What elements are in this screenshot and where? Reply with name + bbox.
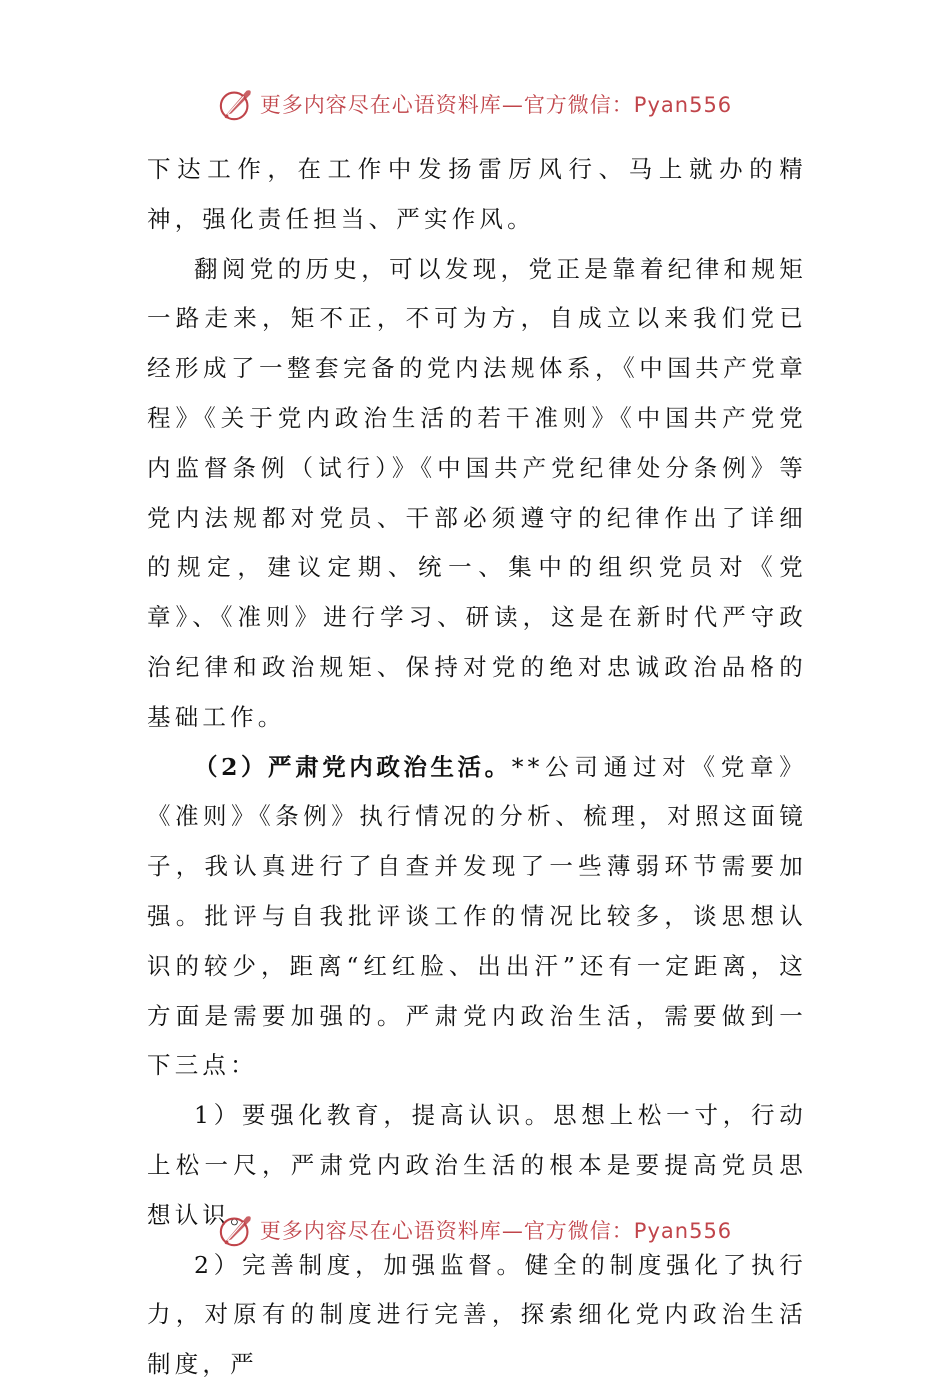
quill-pen-logo-icon — [218, 1211, 256, 1249]
banner-separator: — — [501, 1219, 524, 1243]
paragraph-4: 1）要强化教育，提高认识。思想上松一寸，行动上松一尺，严肃党内政治生活的根本是要提高党员思想认识。 — [147, 1101, 807, 1229]
banner-text — [260, 89, 732, 119]
banner-text — [260, 1215, 732, 1245]
banner-separator: — — [501, 93, 524, 117]
paragraph-5: 2）完善制度，加强监督。健全的制度强化了执行力，对原有的制度进行完善，探索细化党内政治生活制度，严 — [147, 1250, 807, 1379]
paragraph-2: 翻阅党的历史，可以发现，党正是靠着纪律和规矩一路走来，矩不正，不可为方，自成立以来我们党已经形成了一整套完备的党内法规体系，《中国共产党章程》《关于党内政治生活的若干准则》《中国共产党党内监督条例（试行）》《中国共产党纪律处分条例》等党内法规都对党员、干部必须遵守的纪律作出了详细的规定，建议定期、统一、集中的组织党员对《党章》、《准则》进行学习、研读，这是在新时代严守政治纪律和政治规矩、保持对党的绝对忠诚政治品格的基础工作。 — [147, 254, 807, 731]
banner-wechat-text: 官方微信：Pyan556 — [523, 93, 733, 117]
paragraph-1: 下达工作，在工作中发扬雷厉风行、马上就办的精神，强化责任担当、严实作风。 — [147, 155, 807, 233]
document-body — [147, 145, 807, 1390]
quill-pen-logo-icon — [218, 85, 256, 123]
section-heading: （2）严肃党内政治生活。 — [194, 752, 512, 781]
banner-main-text: 更多内容尽在心语资料库 — [259, 93, 502, 117]
footer-banner — [0, 1210, 950, 1250]
paragraph-3 — [147, 743, 807, 1092]
paragraph-3-text: **公司通过对《党章》《准则》《条例》执行情况的分析、梳理，对照这面镜子，我认真进行了自查并发现了一些薄弱环节需要加强。批评与自我批评谈工作的情况比较多，谈思想认识的较少，距离“红红脸、出出汗”还有一定距离，这方面是需要加强的。严肃党内政治生活，需要做到一下三点： — [147, 752, 808, 1080]
banner-wechat-text: 官方微信：Pyan556 — [523, 1219, 733, 1243]
banner-main-text: 更多内容尽在心语资料库 — [259, 1219, 502, 1243]
header-banner — [0, 84, 950, 124]
